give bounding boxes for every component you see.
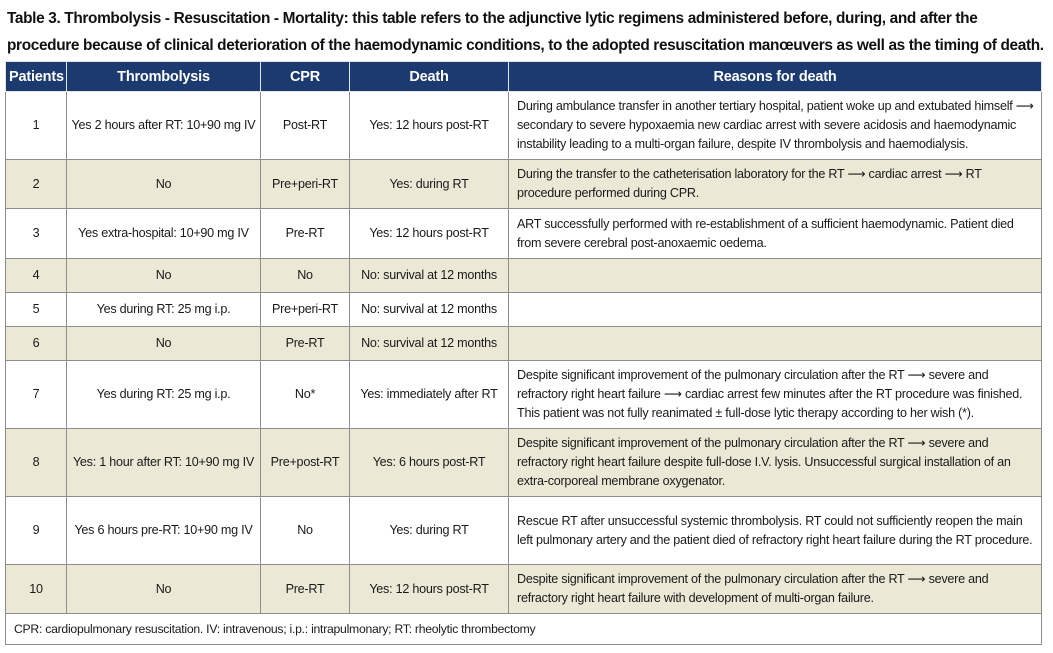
header-reasons: Reasons for death <box>509 62 1042 92</box>
cell-thrombolysis: Yes extra-hospital: 10+90 mg IV <box>67 209 261 259</box>
table-row <box>6 429 1042 497</box>
cell-cpr: Pre-RT <box>261 327 350 361</box>
cell-thrombolysis: No <box>67 160 261 209</box>
table-row <box>6 565 1042 614</box>
cell-cpr: Pre+post-RT <box>261 429 350 497</box>
cell-death: Yes: 6 hours post-RT <box>350 429 509 497</box>
cell-death: No: survival at 12 months <box>350 327 509 361</box>
cell-death: Yes: during RT <box>350 160 509 209</box>
header-patients: Patients <box>6 62 67 92</box>
header-cpr: CPR <box>261 62 350 92</box>
table-caption: Table 3. Thrombolysis - Resuscitation - Mortality: this table refers to the adjunctive lytic regimens administered before, during, and after the procedure because of clinical deterioration of the haemodynamic conditions, to the adopted resuscitation manœuvers as well as the timing of death. <box>7 10 1044 54</box>
cell-patient: 8 <box>6 429 67 497</box>
cell-cpr: Pre+peri-RT <box>261 293 350 327</box>
cell-thrombolysis: No <box>67 327 261 361</box>
cell-thrombolysis: Yes during RT: 25 mg i.p. <box>67 361 261 429</box>
cell-thrombolysis: No <box>67 259 261 293</box>
footnote-row <box>6 614 1042 645</box>
cell-patient: 4 <box>6 259 67 293</box>
header-death: Death <box>350 62 509 92</box>
table-row <box>6 259 1042 293</box>
cell-reason <box>509 259 1042 293</box>
table-header-row <box>6 62 1042 92</box>
cell-death: No: survival at 12 months <box>350 259 509 293</box>
cell-reason: Despite significant improvement of the pulmonary circulation after the RT ⟶ severe and refractory right heart failure despite full-dose I.V. lysis. Unsuccessful surgical installation of an extra-corporeal membrane oxygenator. <box>509 429 1042 497</box>
cell-reason: ART successfully performed with re-establishment of a sufficient haemodynamic. Patient died from severe cerebral post-anoxaemic oedema. <box>509 209 1042 259</box>
cell-reason: During the transfer to the catheterisation laboratory for the RT ⟶ cardiac arrest ⟶ RT procedure performed during CPR. <box>509 160 1042 209</box>
cell-death: Yes: 12 hours post-RT <box>350 209 509 259</box>
mortality-table <box>5 61 1042 645</box>
cell-thrombolysis: Yes 6 hours pre-RT: 10+90 mg IV <box>67 497 261 565</box>
cell-patient: 2 <box>6 160 67 209</box>
cell-death: Yes: 12 hours post-RT <box>350 565 509 614</box>
cell-thrombolysis: Yes: 1 hour after RT: 10+90 mg IV <box>67 429 261 497</box>
cell-patient: 6 <box>6 327 67 361</box>
table-row <box>6 497 1042 565</box>
cell-reason <box>509 293 1042 327</box>
table-row <box>6 327 1042 361</box>
table-row <box>6 92 1042 160</box>
cell-cpr: No* <box>261 361 350 429</box>
cell-thrombolysis: Yes 2 hours after RT: 10+90 mg IV <box>67 92 261 160</box>
cell-cpr: No <box>261 497 350 565</box>
table-footnote: CPR: cardiopulmonary resuscitation. IV: intravenous; i.p.: intrapulmonary; RT: rheolytic thrombectomy <box>6 614 1042 645</box>
cell-death: No: survival at 12 months <box>350 293 509 327</box>
cell-cpr: No <box>261 259 350 293</box>
table-row <box>6 209 1042 259</box>
cell-death: Yes: 12 hours post-RT <box>350 92 509 160</box>
cell-patient: 10 <box>6 565 67 614</box>
header-thrombolysis: Thrombolysis <box>67 62 261 92</box>
cell-reason: Despite significant improvement of the pulmonary circulation after the RT ⟶ severe and refractory right heart failure ⟶ cardiac arrest few minutes after the RT procedure was finished. This patient was not fully reanimated ± full-dose lytic therapy according to her wish (*). <box>509 361 1042 429</box>
table-row <box>6 160 1042 209</box>
table-row <box>6 361 1042 429</box>
cell-patient: 3 <box>6 209 67 259</box>
cell-cpr: Pre-RT <box>261 209 350 259</box>
cell-reason: Rescue RT after unsuccessful systemic thrombolysis. RT could not sufficiently reopen the main left pulmonary artery and the patient died of refractory right heart failure during the RT procedure. <box>509 497 1042 565</box>
cell-death: Yes: immediately after RT <box>350 361 509 429</box>
cell-reason: Despite significant improvement of the pulmonary circulation after the RT ⟶ severe and refractory right heart failure with development of multi-organ failure. <box>509 565 1042 614</box>
cell-cpr: Pre+peri-RT <box>261 160 350 209</box>
cell-thrombolysis: No <box>67 565 261 614</box>
cell-patient: 9 <box>6 497 67 565</box>
cell-patient: 7 <box>6 361 67 429</box>
cell-reason <box>509 327 1042 361</box>
cell-thrombolysis: Yes during RT: 25 mg i.p. <box>67 293 261 327</box>
cell-reason: During ambulance transfer in another tertiary hospital, patient woke up and extubated himself ⟶ secondary to severe hypoxaemia new cardiac arrest with severe acidosis and haemodynamic instability leading to a multi-organ failure, despite IV thrombolysis and haemodialysis. <box>509 92 1042 160</box>
table-row <box>6 293 1042 327</box>
cell-cpr: Pre-RT <box>261 565 350 614</box>
cell-patient: 5 <box>6 293 67 327</box>
cell-death: Yes: during RT <box>350 497 509 565</box>
cell-patient: 1 <box>6 92 67 160</box>
cell-cpr: Post-RT <box>261 92 350 160</box>
